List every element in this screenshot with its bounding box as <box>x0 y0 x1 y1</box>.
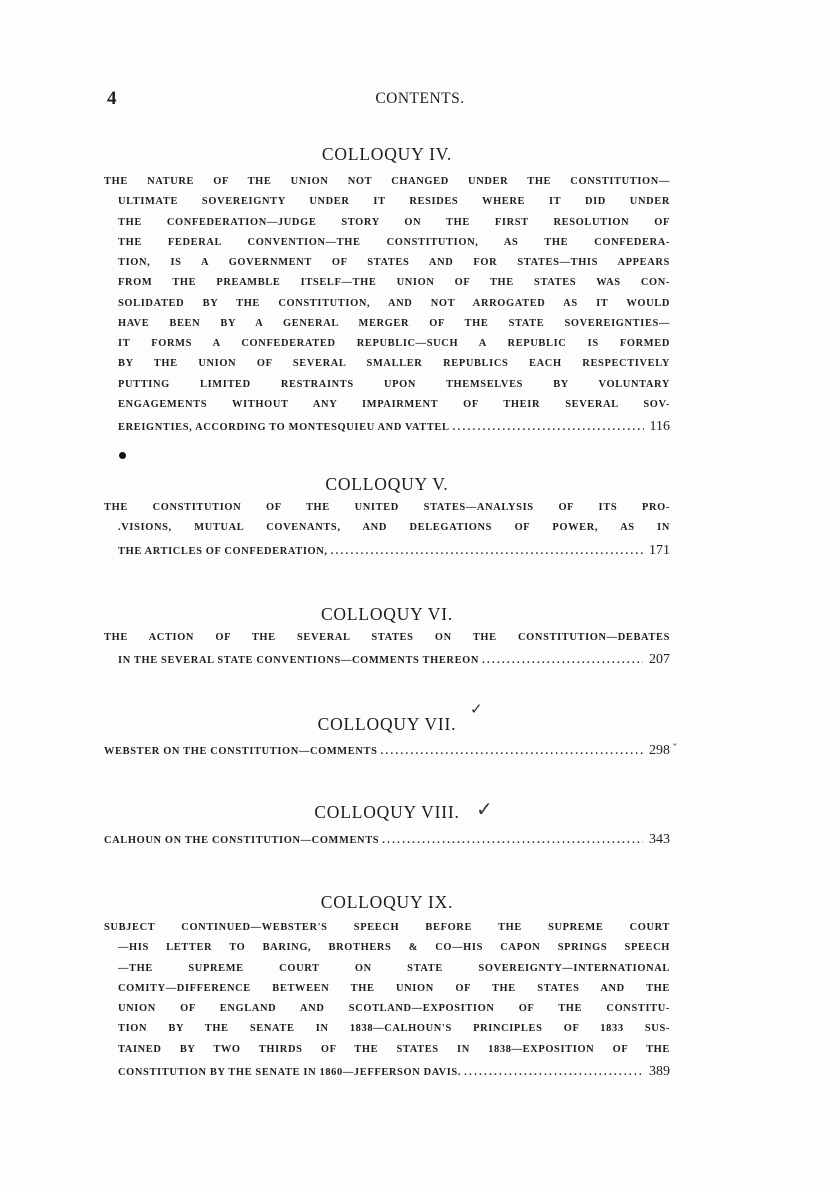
summary-line-last: WEBSTER ON THE CONSTITUTION—COMMENTS ..... 298 <box>104 743 670 763</box>
page-ref: 171 <box>649 542 670 558</box>
colloquy-heading: COLLOQUY VIII. <box>314 802 460 822</box>
summary-line: TION BY THE SENATE IN 1838—CALHOUN'S PRINCIPLES OF 1833 SUS- <box>118 1023 670 1035</box>
dot-leader <box>453 422 644 433</box>
summary-line: SUBJECT CONTINUED—WEBSTER'S SPEECH BEFORE THE SUPREME COURT <box>104 922 670 933</box>
summary-line: BY THE UNION OF SEVERAL SMALLER REPUBLICS EACH RESPECTIVELY <box>118 358 670 370</box>
running-head: CONTENTS. <box>375 90 465 107</box>
summary-line: COMITY—DIFFERENCE BETWEEN THE UNION OF THE STATES AND THE <box>118 982 670 994</box>
dot-leader <box>382 835 643 846</box>
summary-line: —HIS LETTER TO BARING, BROTHERS & CO—HIS CAPON SPRINGS SPEECH <box>118 942 670 954</box>
dot-leader <box>482 655 643 666</box>
ink-dot-mark <box>119 452 126 459</box>
pencil-check-mark: ✓ <box>470 700 483 718</box>
summary-line: THE FEDERAL CONVENTION—THE CONSTITUTION, AS THE CONFEDERA- <box>118 236 670 248</box>
summary-line: THE CONFEDERATION—JUDGE STORY ON THE FIRST RESOLUTION OF <box>118 216 670 228</box>
summary-line: PUTTING LIMITED RESTRAINTS UPON THEMSELVES BY VOLUNTARY <box>118 378 670 390</box>
page-ref: 207 <box>649 652 670 668</box>
colloquy-heading: COLLOQUY VI. <box>320 604 454 624</box>
colloquy-summary <box>104 632 670 673</box>
pencil-tick-mark: ˇ <box>672 742 678 755</box>
colloquy-summary <box>104 922 670 1084</box>
colloquy-summary <box>104 176 670 439</box>
colloquy-heading: COLLOQUY IX. <box>320 892 454 912</box>
colloquy-heading: COLLOQUY IV. <box>321 144 453 164</box>
summary-line: ULTIMATE SOVEREIGNTY UNDER IT RESIDES WHERE IT DID UNDER <box>118 196 670 208</box>
dot-leader <box>464 1067 643 1078</box>
summary-line-last: THE ARTICLES OF CONFEDERATION, ..... 171 <box>104 543 670 563</box>
summary-line: IT FORMS A CONFEDERATED REPUBLIC—SUCH A REPUBLIC IS FORMED <box>118 338 670 349</box>
page-header <box>0 88 840 112</box>
page-number: 4 <box>107 88 117 109</box>
summary-line: TAINED BY TWO THIRDS OF THE STATES IN 1838—EXPOSITION OF THE <box>118 1043 670 1055</box>
colloquy-summary <box>104 832 670 852</box>
summary-line: ENGAGEMENTS WITHOUT ANY IMPAIRMENT OF THEIR SEVERAL SOV- <box>118 398 670 410</box>
summary-line: —THE SUPREME COURT ON STATE SOVEREIGNTY—INTERNATIONAL <box>118 962 670 974</box>
summary-line: THE NATURE OF THE UNION NOT CHANGED UNDER THE CONSTITUTION— <box>104 176 670 187</box>
summary-line-last: EREIGNTIES, ACCORDING TO MONTESQUIEU AND VATTEL ..... 116 <box>104 419 670 439</box>
dot-leader <box>381 746 643 757</box>
pencil-check-mark-2: ✓ <box>476 797 493 821</box>
page-ref: 389 <box>649 1063 670 1079</box>
page-ref: 343 <box>649 832 670 847</box>
colloquy-heading: COLLOQUY V. <box>325 474 449 494</box>
summary-line: TION, IS A GOVERNMENT OF STATES AND FOR STATES—THIS APPEARS <box>118 257 670 268</box>
dot-leader <box>331 546 643 557</box>
summary-line: FROM THE PREAMBLE ITSELF—THE UNION OF THE STATES WAS CON- <box>118 277 670 289</box>
page-ref: 116 <box>649 419 670 434</box>
summary-line: .VISIONS, MUTUAL COVENANTS, AND DELEGATIONS OF POWER, AS IN <box>118 522 670 534</box>
summary-line-last: IN THE SEVERAL STATE CONVENTIONS—COMMENTS THEREON ..... 207 <box>104 652 670 672</box>
summary-line-last: CONSTITUTION BY THE SENATE IN 1860—JEFFERSON DAVIS. ..... 389 <box>104 1064 670 1084</box>
summary-line: THE CONSTITUTION OF THE UNITED STATES—ANALYSIS OF ITS PRO- <box>104 502 670 513</box>
page-ref: 298 <box>649 743 670 758</box>
colloquy-summary <box>104 743 670 763</box>
summary-line: HAVE BEEN BY A GENERAL MERGER OF THE STATE SOVEREIGNTIES— <box>118 317 670 329</box>
summary-line: SOLIDATED BY THE CONSTITUTION, AND NOT ARROGATED AS IT WOULD <box>118 297 670 309</box>
summary-line-last: CALHOUN ON THE CONSTITUTION—COMMENTS ..... 343 <box>104 832 670 852</box>
colloquy-heading: COLLOQUY VII. <box>317 714 457 734</box>
summary-line: THE ACTION OF THE SEVERAL STATES ON THE CONSTITUTION—DEBATES <box>104 632 670 643</box>
colloquy-summary <box>104 502 670 563</box>
summary-line: UNION OF ENGLAND AND SCOTLAND—EXPOSITION OF THE CONSTITU- <box>118 1003 670 1014</box>
